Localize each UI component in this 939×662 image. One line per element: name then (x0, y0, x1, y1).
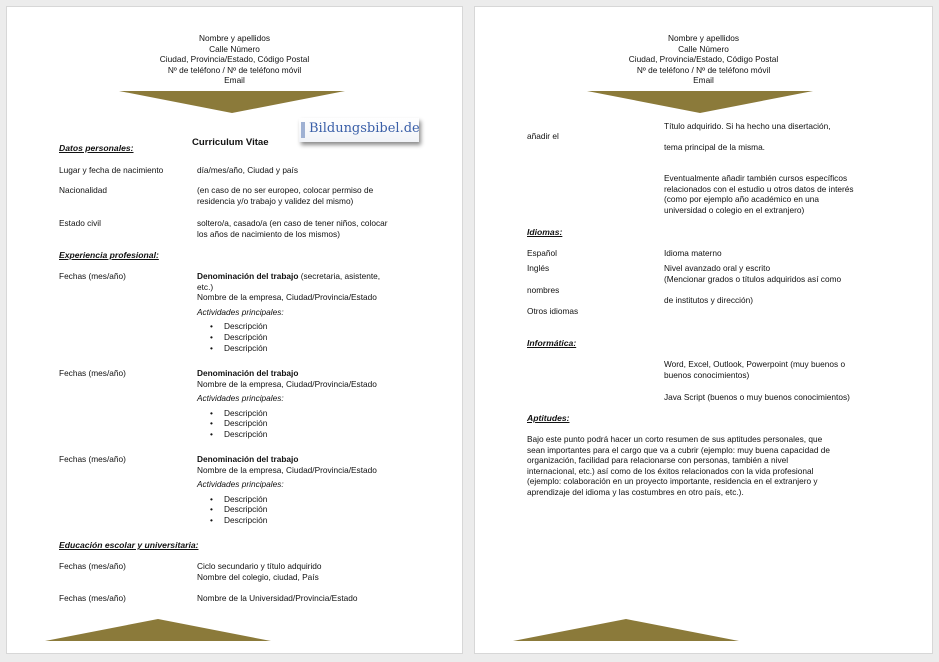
footer-arrow-decoration (513, 619, 739, 641)
job-2-date: Fechas (mes/año) (59, 368, 126, 378)
cv-page-2 (474, 6, 933, 654)
it-skill-java: Java Script (buenos o muy buenos conocimientos) (664, 392, 850, 402)
header-arrow-decoration (587, 91, 813, 113)
list-item: • Descripción (224, 343, 407, 354)
lang-espanol-level: Idioma materno (664, 248, 722, 258)
value-civil-status: soltero/a, casado/a (en caso de tener niños, colocar los años de nacimiento de los mismos) (197, 218, 388, 239)
header-city: Ciudad, Provincia/Estado, Código Postal (628, 54, 779, 65)
section-educacion: Educación escolar y universitaria: (59, 540, 199, 550)
cv-title: Curriculum Vitae (192, 137, 269, 148)
section-idiomas: Idiomas: (527, 227, 563, 237)
job-3: Denominación del trabajo Nombre de la empresa, Ciudad/Provincia/Estado Actividades principales: • Descripción • Descripción • Descripción (197, 454, 377, 526)
edu-title-line: Título adquirido. Si ha hecho una disertación, (664, 121, 831, 131)
value-nationality: (en caso de no ser europeo, colocar permiso de residencia y/o trabajo y validez del mismo) (197, 185, 374, 206)
list-item: • Descripción (224, 429, 404, 440)
header-name: Nombre y apellidos (198, 33, 271, 43)
edu-1-date: Fechas (mes/año) (59, 561, 126, 571)
aptitudes-text: Bajo este punto podrá hacer un corto resumen de sus aptitudes personales, que sean importantes para el cargo que va a cubrir (ejemplo: muy buena capacidad de organización, facilidad para relacionarse con personas, también a nivel internacional, etc.) así como de los éxitos relacionados con la vida profesional (ejemplo: colaboración en un proyecto importante, residencia en el extranjero y aprendizaje del idioma y las costumbres en otro país, etc.). (527, 434, 831, 497)
edu-2-date: Fechas (mes/año) (59, 593, 126, 603)
edu-extra: Eventualmente añadir también cursos específicos relacionados con el estudio u otros datos de interés (como por ejemplo año académico en una universidad o colegio en el extranjero) (664, 173, 854, 215)
edu-2: Nombre de la Universidad/Provincia/Estado (197, 593, 358, 603)
lang-espanol: Español (527, 248, 557, 258)
header-phone: Nº de teléfono / Nº de teléfono móvil (636, 64, 771, 75)
job-2: Denominación del trabajo Nombre de la empresa, Ciudad/Provincia/Estado Actividades principales: • Descripción • Descripción • Descripción (197, 368, 377, 440)
section-experiencia: Experiencia profesional: (59, 250, 159, 260)
header-street: Calle Número (678, 43, 729, 54)
list-item: • Descripción (224, 418, 404, 429)
header-phone: Nº de teléfono / Nº de teléfono móvil (167, 64, 302, 75)
header-name: Nombre y apellidos (667, 33, 740, 43)
header-street: Calle Número (209, 43, 260, 54)
label-civil-status: Estado civil (59, 218, 101, 228)
cv-page-1 (6, 6, 463, 654)
footer-arrow-decoration (45, 619, 271, 641)
lang-nombres: nombres (527, 285, 560, 295)
list-item: • Descripción (224, 321, 407, 332)
header-arrow-decoration (119, 91, 345, 113)
section-aptitudes: Aptitudes: (527, 413, 570, 423)
section-datos-personales: Datos personales: (59, 143, 134, 153)
value-birth: día/mes/año, Ciudad y país (197, 165, 299, 175)
edu-1: Ciclo secundario y título adquirido Nombre del colegio, ciudad, País (197, 561, 322, 582)
section-informatica: Informática: (527, 338, 577, 348)
list-item: • Descripción (224, 515, 404, 526)
label-birth: Lugar y fecha de nacimiento (59, 165, 164, 175)
contact-header (475, 33, 932, 86)
job-1: Denominación del trabajo (secretaria, asistente, etc.) Nombre de la empresa, Ciudad/Provincia/Estado Actividades principales: • Descripción • Descripción • Descripción (197, 271, 380, 353)
list-item: • Descripción (224, 332, 407, 343)
list-item: • Descripción (224, 408, 404, 419)
job-3-date: Fechas (mes/año) (59, 454, 126, 464)
list-item: • Descripción (224, 504, 404, 515)
lang-otros: Otros idiomas (527, 306, 579, 316)
edu-tema: tema principal de la misma. (664, 142, 765, 152)
header-email: Email (693, 75, 714, 86)
contact-header (7, 33, 462, 86)
label-nationality: Nacionalidad (59, 185, 107, 195)
bildungsbibel-logo: Bildungsbibel.de (299, 118, 419, 142)
job-1-date: Fechas (mes/año) (59, 271, 126, 281)
it-skills: Word, Excel, Outlook, Powerpoint (muy buenos o buenos conocimientos) (664, 359, 846, 380)
lang-ingles-note: de institutos y dirección) (664, 295, 754, 305)
lang-ingles-level: Nivel avanzado oral y escrito (Mencionar grados o títulos adquiridos así como (664, 263, 842, 284)
list-item: • Descripción (224, 494, 404, 505)
header-city: Ciudad, Provincia/Estado, Código Postal (159, 54, 310, 65)
header-email: Email (224, 75, 245, 86)
lang-ingles: Inglés (527, 263, 550, 273)
edu-anadir: añadir el (527, 131, 559, 141)
